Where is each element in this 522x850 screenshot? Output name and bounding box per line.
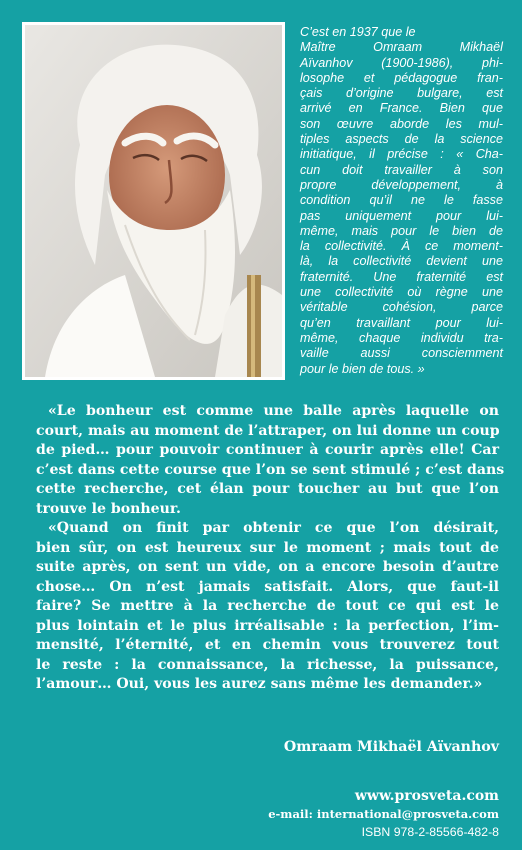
quotation-line: de pied… pour pouvoir continuer à courir après elle! Car bbox=[36, 442, 499, 458]
biography-line: même, chaque individu tra- bbox=[300, 330, 503, 345]
biography-line: çais d’origine bulgare, est bbox=[300, 86, 503, 101]
quotation-line: bien sûr, on est heureux sur le moment ; mais tout de bbox=[36, 539, 499, 556]
biography-line: losophe et pédagogue fran- bbox=[300, 70, 503, 85]
biography-line: la collectivité. À ce moment- bbox=[300, 239, 503, 254]
biography-line: véritable cohésion, parce bbox=[300, 300, 503, 315]
biography-line: pour le bien de tous. » bbox=[300, 361, 425, 376]
biography-line: condition qu’il ne le fasse bbox=[300, 193, 503, 208]
quotation-text bbox=[36, 402, 505, 695]
biography-line: Maître Omraam Mikhaël bbox=[300, 40, 503, 55]
biography-line: pas uniquement pour lui- bbox=[300, 208, 503, 223]
quotation-line: «Le bonheur est comme une balle après laquelle on bbox=[48, 403, 499, 419]
isbn-number: ISBN 978-2-85566-482-8 bbox=[361, 825, 499, 839]
biography-line: son œuvre aborde les mul- bbox=[300, 116, 503, 131]
biography-line: initiatique, il précise : « Cha- bbox=[300, 147, 503, 162]
quotation-line: mensité, l’éternité, et en chemin vous trouverez tout bbox=[36, 637, 499, 653]
biography-line: là, la collectivité devient une bbox=[300, 254, 503, 269]
quotation-line: suite après, on sent un vide, on a encore besoin d’autre bbox=[36, 559, 499, 575]
quotation-line: plus lointain et le plus irréalisable : la perfection, l’im- bbox=[36, 617, 499, 634]
quotation-line: trouve le bonheur. bbox=[36, 500, 181, 517]
quotation-line: l’amour… Oui, vous les aurez sans même les demander.» bbox=[36, 676, 483, 692]
publisher-footer bbox=[268, 788, 499, 839]
biography-line: même, mais pour le bien de bbox=[300, 223, 503, 238]
biography-line: qu’en travaillant pour lui- bbox=[300, 315, 503, 330]
quotation-line: faire? Se mettre à la recherche de tout ce qui est le bbox=[36, 598, 499, 614]
biography-line: propre développement, à bbox=[300, 177, 503, 192]
portrait-illustration bbox=[25, 25, 282, 377]
quotation-line: «Quand on finit par obtenir ce que l’on désirait, bbox=[48, 520, 499, 536]
biography-line: Aïvanhov (1900-1986), phi- bbox=[300, 55, 503, 70]
quotation-line: cette recherche, cet élan pour toucher au but que l’on bbox=[36, 481, 499, 497]
quotation-line: court, mais au moment de l’attraper, on lui donne un coup bbox=[36, 422, 500, 439]
website-link[interactable]: www.prosveta.com bbox=[354, 788, 499, 804]
author-portrait-photo bbox=[22, 22, 285, 380]
quotation-line: chose… On n’est jamais satisfait. Alors, que faut-il bbox=[36, 578, 499, 595]
biography-line: fraternité. Une fraternité est bbox=[300, 269, 503, 284]
biography-line: tiples aspects de la science bbox=[300, 132, 503, 147]
biography-line: C’est en 1937 que le bbox=[300, 25, 416, 39]
author-signature: Omraam Mikhaël Aïvanhov bbox=[283, 739, 499, 755]
quotation-line: c’est dans cette course que l’on se sent stimulé ; c’est dans bbox=[36, 461, 505, 478]
email-address[interactable]: e-mail: international@prosveta.com bbox=[268, 807, 499, 821]
biography-line: vaille aussi consciemment bbox=[300, 346, 503, 361]
biography-line: une collectivité où règne une bbox=[300, 285, 503, 300]
biography-line: cun doit travailler à son bbox=[300, 162, 503, 177]
biography-text bbox=[300, 25, 503, 377]
biography-line: arrivé en France. Bien que bbox=[300, 101, 503, 116]
quotation-line: le reste : la connaissance, la richesse, la puissance, bbox=[36, 656, 499, 673]
